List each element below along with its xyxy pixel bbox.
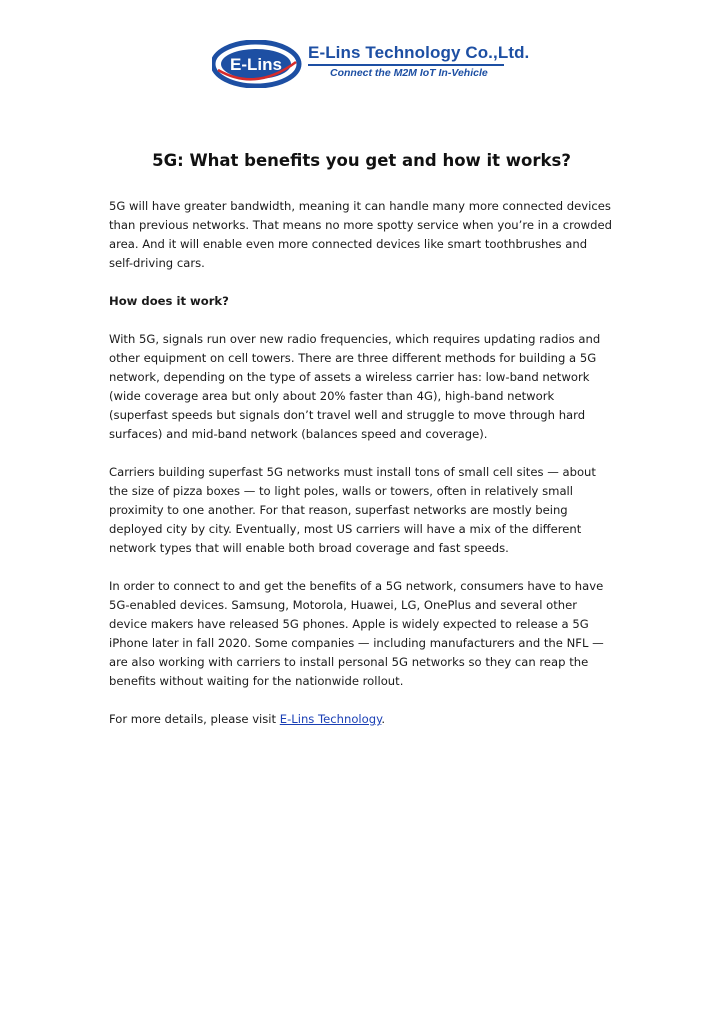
logo-divider (308, 64, 504, 66)
company-name: E-Lins Technology Co.,Ltd. (308, 43, 530, 62)
article-title: 5G: What benefits you get and how it works? (152, 151, 571, 170)
closing-paragraph (109, 710, 614, 729)
paragraph-frequencies: With 5G, signals run over new radio frequencies, which requires updating radios and other equipment on cell towers. There are three different methods for building a 5G network, depending on the type of assets a wireless carrier has: low-band network (wide coverage area but only about 20% faster than 4G), high-band network (superfast speeds but signals don’t travel well and struggle to move through hard surfaces) and mid-band network (balances speed and coverage). (109, 332, 601, 441)
closing-prefix: For more details, please visit (109, 712, 280, 726)
paragraph-devices: In order to connect to and get the benefits of a 5G network, consumers have to have 5G-enabled devices. Samsung, Motorola, Huawei, LG, OnePlus and several other device makers have released 5G phones. Apple is widely expected to release a 5G iPhone later in fall 2020. Some companies — including manufacturers and the NFL — are also working with carriers to install personal 5G networks so they can reap the benefits without waiting for the nationwide rollout. (109, 579, 604, 688)
intro-paragraph: 5G will have greater bandwidth, meaning it can handle many more connected devices than previous networks. That means no more spotty service when you’re in a crowded area. And it will enable even more connected devices like smart toothbrushes and self-driving cars. (109, 199, 613, 270)
svg-text:E-Lins: E-Lins (230, 55, 282, 74)
company-logo (212, 40, 530, 88)
paragraph-carriers: Carriers building superfast 5G networks must install tons of small cell sites — about the size of pizza boxes — to light poles, walls or towers, often in relatively small proximity to one another. For that reason, superfast networks are mostly being deployed city by city. Eventually, most US carriers will have a mix of the different network types that will enable both broad coverage and fast speeds. (109, 465, 596, 555)
e-lins-badge-icon (212, 40, 304, 88)
company-tagline: Connect the M2M IoT In-Vehicle (330, 67, 488, 79)
closing-suffix: . (381, 712, 386, 726)
e-lins-technology-link[interactable]: E-Lins Technology (279, 712, 382, 726)
article-body (109, 150, 614, 748)
section-heading: How does it work? (109, 294, 229, 308)
